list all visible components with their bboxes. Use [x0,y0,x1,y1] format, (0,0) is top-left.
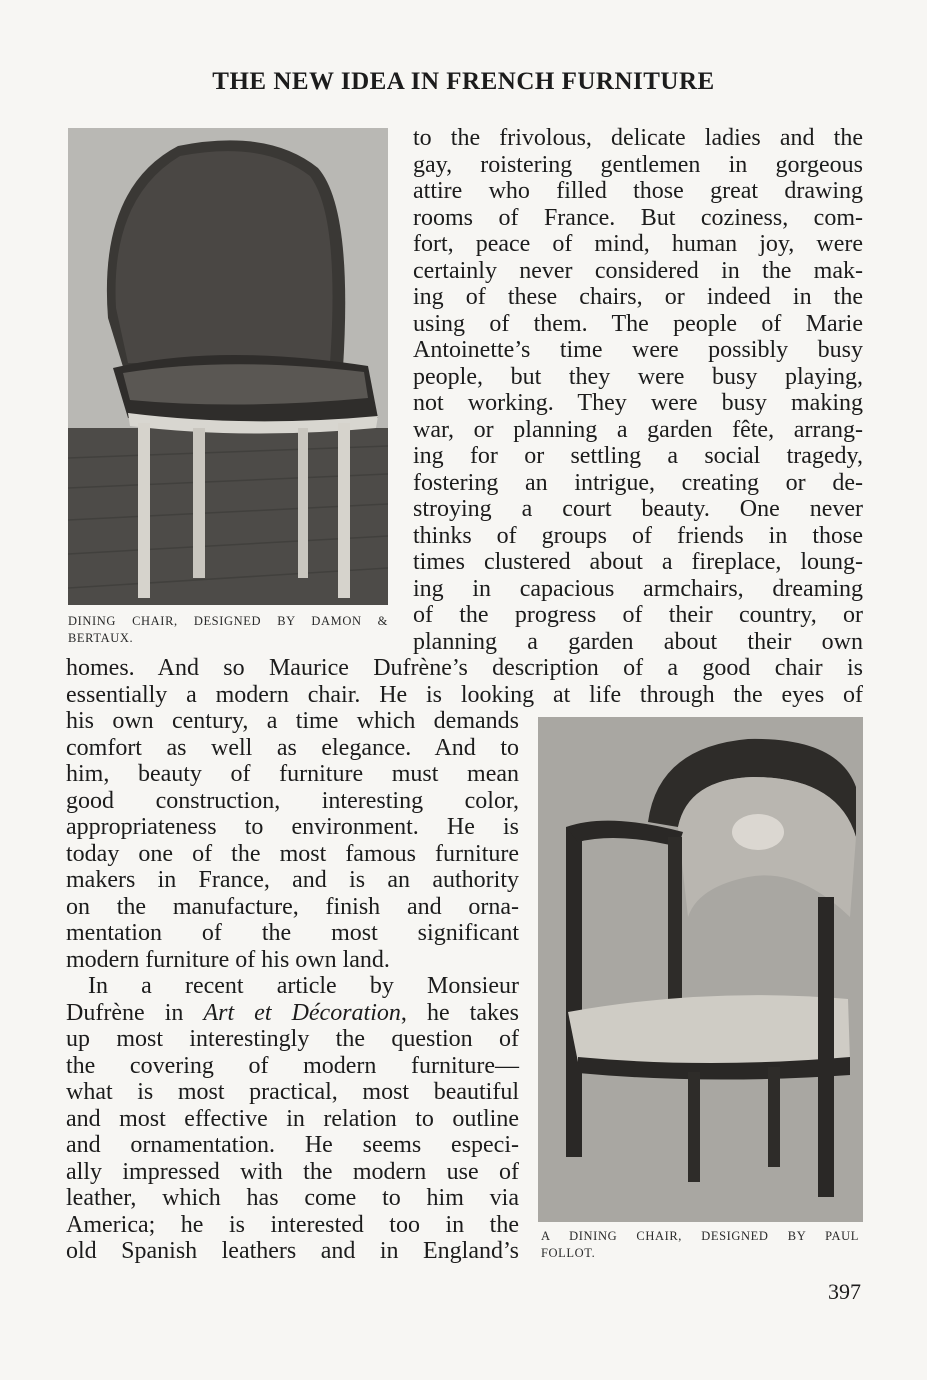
text-line: what is most practical, most beautiful [66,1079,519,1105]
text-line: gay, roistering gentlemen in gorgeous [413,151,863,178]
top-right-column [413,125,863,655]
text-line: America; he is interested too in the [66,1211,519,1238]
caption-line: BERTAUX. [68,631,134,645]
caption-line: FOLLOT. [541,1246,596,1260]
text-line: and most effective in relation to outline [66,1105,519,1132]
text-line: mentation of the most significant [66,920,519,946]
text-line: good construction, interesting color, [66,787,519,814]
text-line: attire who filled those great drawing [413,178,863,204]
figure-caption-2 [541,1228,859,1262]
armchair-photo-paul-follot [538,717,863,1222]
text-line: ing in capacious armchairs, dreaming [413,575,863,602]
text-line: old Spanish leathers and in England’s [66,1238,519,1264]
text-line: planning a garden about their own [413,628,863,655]
text-line: thinks of groups of friends in those [413,522,863,549]
text-line: fort, peace of mind, human joy, were [413,231,863,257]
page-number: 397 [828,1279,861,1304]
page-title: THE NEW IDEA IN FRENCH FURNITURE [212,68,715,95]
chair-illustration-1 [68,128,388,605]
text-line: ally impressed with the modern use of [66,1158,519,1185]
text-line: his own century, a time which demands [66,708,519,734]
text-line: homes. And so Maurice Dufrène’s description of a good chair is [66,655,863,681]
text-run: Dufrène in [66,999,204,1026]
text-line: ing of these chairs, or indeed in the [413,284,863,310]
text-line: using of them. The people of Marie [413,310,863,337]
text-line: him, beauty of furniture must mean [66,761,519,787]
text-line: the covering of modern furniture— [66,1052,519,1079]
text-line [66,1000,519,1027]
text-line: leather, which has come to him via [66,1185,519,1211]
text-line: certainly never considered in the mak- [413,257,863,284]
chair-illustration-2 [538,717,863,1222]
bottom-left-column [66,708,519,1265]
caption-line: A DINING CHAIR, DESIGNED BY PAUL [541,1229,859,1243]
text-line: on the manufacture, finish and orna- [66,893,519,920]
text-line: fostering an intrigue, creating or de- [413,469,863,496]
text-line: to the frivolous, delicate ladies and the [413,125,863,151]
publication-title: Art et Décoration [203,999,401,1026]
text-line: ing for or settling a social tragedy, [413,443,863,469]
text-line: makers in France, and is an authority [66,867,519,893]
text-line: and ornamentation. He seems especi- [66,1132,519,1158]
full-width-text [66,655,863,708]
text-line: today one of the most famous furniture [66,840,519,867]
text-line: war, or planning a garden fête, arrang- [413,416,863,443]
figure-caption-1 [68,613,388,647]
dining-chair-photo-damon-bertaux [68,128,388,605]
text-line: appropriateness to environment. He is [66,814,519,840]
text-line: people, but they were busy playing, [413,363,863,390]
text-line: In a recent article by Monsieur [88,973,519,999]
text-line: not working. They were busy making [413,390,863,416]
text-line: stroying a court beauty. One never [413,496,863,522]
text-line: modern furniture of his own land. [66,946,390,973]
caption-line: DINING CHAIR, DESIGNED BY DAMON & [68,614,388,628]
text-line: up most interestingly the question of [66,1026,519,1052]
text-line: rooms of France. But coziness, com- [413,204,863,231]
text-line: comfort as well as elegance. And to [66,734,519,761]
text-line: Antoinette’s time were possibly busy [413,337,863,363]
text-line: essentially a modern chair. He is looking at life through the eyes of [66,681,863,708]
text-line: of the progress of their country, or [413,602,863,628]
text-line: times clustered about a fireplace, loung- [413,549,863,575]
text-run: , he takes [400,999,519,1026]
